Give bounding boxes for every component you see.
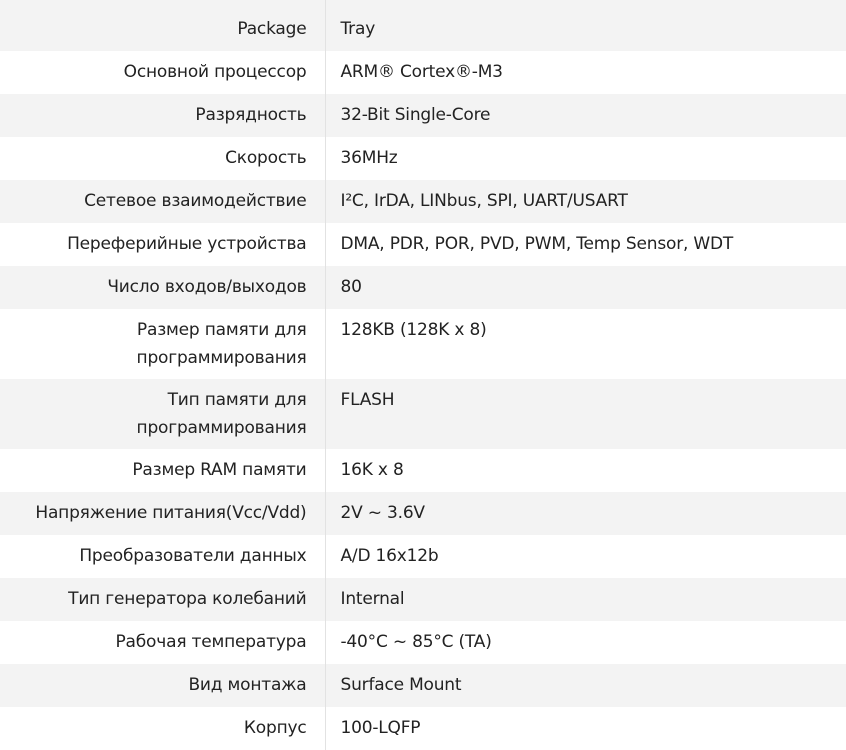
spec-value: 32-Bit Single-Core — [325, 94, 846, 137]
spec-value: 2V ~ 3.6V — [325, 492, 846, 535]
spec-row-speed — [0, 137, 846, 180]
spec-row-core-processor — [0, 51, 846, 94]
spec-value: FLASH — [325, 379, 846, 449]
spec-value: 100-LQFP — [325, 707, 846, 750]
spec-label: Переферийные устройства — [0, 223, 325, 266]
spec-row-io-count — [0, 266, 846, 309]
spec-label: Напряжение питания(Vcc/Vdd) — [0, 492, 325, 535]
spec-value: -40°C ~ 85°C (TA) — [325, 621, 846, 664]
spec-label: Число входов/выходов — [0, 266, 325, 309]
spec-value: 80 — [325, 266, 846, 309]
spec-row-peripherals — [0, 223, 846, 266]
spec-row-program-memory-type — [0, 379, 846, 449]
spec-value: Surface Mount — [325, 664, 846, 707]
spec-row-operating-temperature — [0, 621, 846, 664]
spec-label: Тип генератора колебаний — [0, 578, 325, 621]
spec-label: Размер RAM памяти — [0, 449, 325, 492]
spec-label: Package — [0, 0, 325, 51]
spec-label: Тип памяти для программирования — [0, 379, 325, 449]
spec-row-mounting-type — [0, 664, 846, 707]
spec-value: Tray — [325, 0, 846, 51]
spec-row-supply-voltage — [0, 492, 846, 535]
spec-row-package — [0, 0, 846, 51]
spec-value: ARM® Cortex®-M3 — [325, 51, 846, 94]
spec-value: 36MHz — [325, 137, 846, 180]
spec-label: Основной процессор — [0, 51, 325, 94]
spec-value: A/D 16x12b — [325, 535, 846, 578]
spec-value: 128KB (128K x 8) — [325, 309, 846, 379]
spec-value: 16K x 8 — [325, 449, 846, 492]
spec-row-package-case — [0, 707, 846, 750]
spec-row-ram-size — [0, 449, 846, 492]
spec-row-connectivity — [0, 180, 846, 223]
spec-label: Рабочая температура — [0, 621, 325, 664]
spec-value: Internal — [325, 578, 846, 621]
spec-label: Вид монтажа — [0, 664, 325, 707]
spec-value: I²C, IrDA, LINbus, SPI, UART/USART — [325, 180, 846, 223]
spec-label: Размер памяти для программирования — [0, 309, 325, 379]
spec-value: DMA, PDR, POR, PVD, PWM, Temp Sensor, WDT — [325, 223, 846, 266]
spec-row-oscillator-type — [0, 578, 846, 621]
spec-label: Преобразователи данных — [0, 535, 325, 578]
spec-row-data-converters — [0, 535, 846, 578]
spec-label: Разрядность — [0, 94, 325, 137]
spec-label: Скорость — [0, 137, 325, 180]
spec-label: Сетевое взаимодействие — [0, 180, 325, 223]
spec-row-core-size — [0, 94, 846, 137]
spec-label: Корпус — [0, 707, 325, 750]
spec-row-program-memory-size — [0, 309, 846, 379]
